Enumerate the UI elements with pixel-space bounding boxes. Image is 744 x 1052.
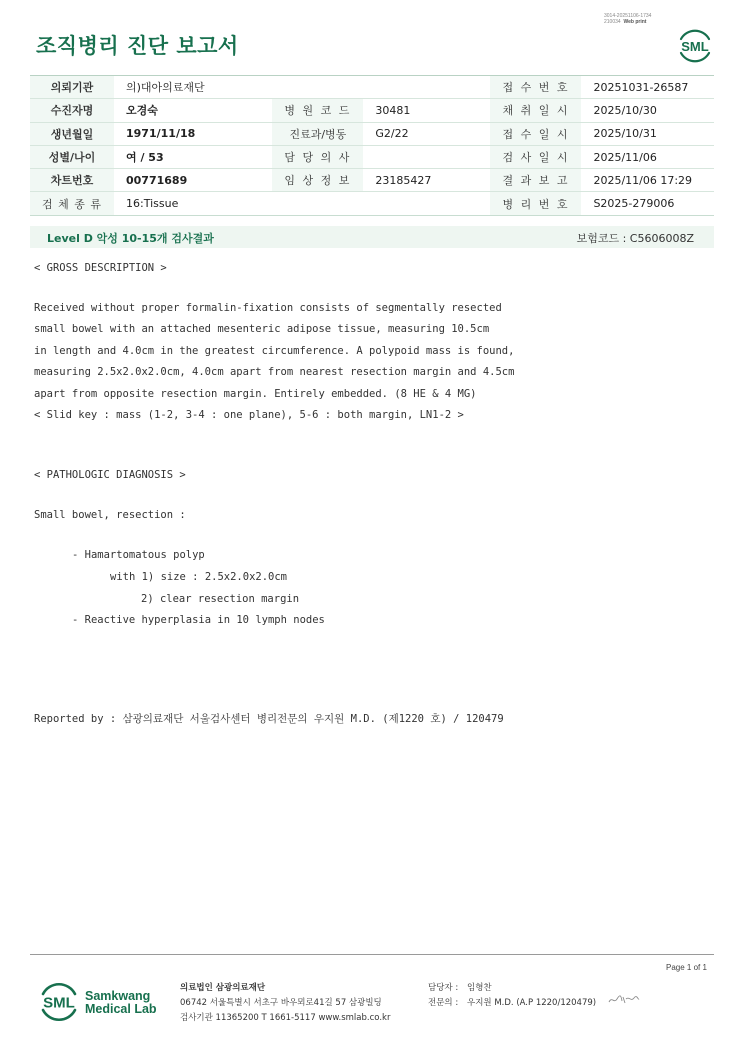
label-receipt-date: 접 수 일 시	[490, 122, 581, 145]
sml-logo-text: SML	[43, 994, 75, 1012]
sml-logo-icon	[675, 27, 715, 65]
print-code-line1: 3014-20251106-1734	[604, 13, 652, 19]
gross-line: in length and 4.0cm in the greatest circumference. A polypoid mass is found,	[34, 345, 515, 357]
gross-line: small bowel with an attached mesenteric adipose tissue, measuring 10.5cm	[34, 323, 490, 335]
value-accession-number: 20251031-26587	[581, 76, 714, 99]
print-code	[604, 13, 651, 25]
brand-name-line2: Medical Lab	[85, 1002, 157, 1016]
value-hospital-code: 30481	[363, 99, 490, 122]
value-result-report: 2025/11/06 17:29	[581, 169, 714, 192]
organization-name: 의료법인 삼광의료재단	[180, 983, 266, 993]
value-clinical-info: 23185427	[363, 169, 490, 192]
info-row	[30, 99, 714, 122]
specialist-name: 우지원 M.D. (A.P 1220/120479)	[467, 998, 597, 1008]
label-clinical-info: 임 상 정 보	[272, 169, 363, 192]
slide-key-line: < Slid key : mass (1-2, 3-4 : one plane), 5-6 : both margin, LN1-2 >	[34, 409, 464, 421]
gross-line: measuring 2.5x2.0x2.0cm, 4.0cm apart from nearest resection margin and 4.5cm	[34, 366, 515, 378]
diagnosis-line: 2) clear resection margin	[141, 593, 300, 605]
page-number: Page 1 of 1	[666, 963, 707, 972]
label-requesting-institution: 의뢰기관	[30, 76, 114, 99]
label-sex-age: 성별/나이	[30, 145, 114, 168]
organization-contact: 검사기관 11365200 T 1661-5117 www.smlab.co.kr	[180, 1013, 391, 1023]
web-print-label: Web print	[623, 19, 647, 25]
brand-name-line1: Samkwang	[85, 989, 151, 1003]
info-row	[30, 169, 714, 192]
value-sex-age: 여 / 53	[114, 145, 272, 168]
info-row	[30, 76, 714, 99]
sml-logo-icon	[36, 980, 82, 1024]
info-row	[30, 192, 714, 215]
reported-by: Reported by : 삼광의료재단 서울검사센터 병리전문의 우지원 M.D. (제1220 호) / 120479	[34, 713, 504, 725]
value-collection-date: 2025/10/30	[581, 99, 714, 122]
test-level-label: Level D 악성 10-15개 검사결과	[47, 232, 214, 245]
label-hospital-code: 병 원 코 드	[272, 99, 363, 122]
value-test-date: 2025/11/06	[581, 145, 714, 168]
test-level-band	[30, 226, 714, 248]
info-row	[30, 122, 714, 145]
gross-description-header: < GROSS DESCRIPTION >	[34, 262, 167, 274]
specialist-label: 전문의 :	[428, 998, 459, 1008]
patient-info-table	[30, 75, 714, 216]
gross-line: apart from opposite resection margin. Entirely embedded. (8 HE & 4 MG)	[34, 388, 477, 400]
footer-divider	[30, 954, 714, 955]
diagnosis-line: - Hamartomatous polyp	[72, 549, 205, 561]
diagnosis-site: Small bowel, resection :	[34, 509, 186, 521]
manager-label: 담당자 :	[428, 983, 459, 993]
value-department-ward: G2/22	[363, 122, 490, 145]
value-requesting-institution: 의)대아의료재단	[114, 76, 490, 99]
manager-name: 임형찬	[467, 983, 492, 993]
label-test-date: 검 사 일 시	[490, 145, 581, 168]
label-chart-number: 차트번호	[30, 169, 114, 192]
value-attending-doctor	[363, 145, 490, 168]
value-specimen-type: 16:Tissue	[114, 192, 490, 215]
value-patient-name: 오경숙	[114, 99, 272, 122]
diagnosis-line: with 1) size : 2.5x2.0x2.0cm	[110, 571, 288, 583]
print-code-line2: 210034	[604, 19, 621, 25]
value-pathology-number: S2025-279006	[581, 192, 714, 215]
label-specimen-type: 검 체 종 류	[30, 192, 114, 215]
signature-image	[607, 993, 641, 1007]
label-attending-doctor: 담 당 의 사	[272, 145, 363, 168]
page-title: 조직병리 진단 보고서	[36, 34, 239, 58]
label-result-report: 결 과 보 고	[490, 169, 581, 192]
organization-address: 06742 서울특별시 서초구 바우뫼로41길 57 삼광빌딩	[180, 998, 382, 1008]
label-pathology-number: 병 리 번 호	[490, 192, 581, 215]
value-receipt-date: 2025/10/31	[581, 122, 714, 145]
value-chart-number: 00771689	[114, 169, 272, 192]
pathologic-diagnosis-header: < PATHOLOGIC DIAGNOSIS >	[34, 469, 186, 481]
label-collection-date: 채 취 일 시	[490, 99, 581, 122]
insurance-code: 보험코드 : C5606008Z	[576, 232, 694, 245]
label-patient-name: 수진자명	[30, 99, 114, 122]
diagnosis-line: - Reactive hyperplasia in 10 lymph nodes	[72, 614, 325, 626]
label-accession-number: 접 수 번 호	[490, 76, 581, 99]
label-department-ward: 진료과/병동	[272, 122, 363, 145]
info-row	[30, 145, 714, 168]
value-birth-date: 1971/11/18	[114, 122, 272, 145]
label-birth-date: 생년월일	[30, 122, 114, 145]
sml-logo-text: SML	[681, 39, 709, 54]
gross-line: Received without proper formalin-fixation consists of segmentally resected	[34, 302, 502, 314]
